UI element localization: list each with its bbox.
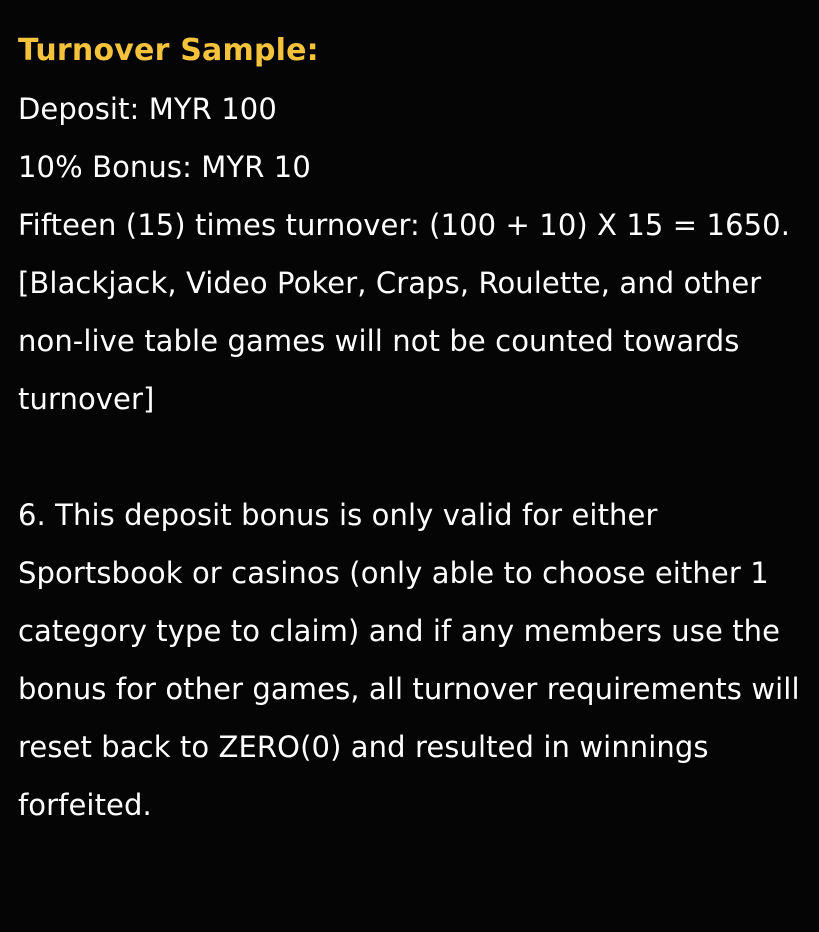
bonus-line: 10% Bonus: MYR 10 [18,150,311,184]
excluded-games-line: [Blackjack, Video Poker, Craps, Roulette, and other non-live table games will not be counted towards turnover] [18,266,762,416]
paragraph-spacer [18,428,803,486]
section-heading: Turnover Sample: [18,33,319,68]
turnover-calculation-line: Fifteen (15) times turnover: (100 + 10) X 15 = 1650. [18,208,791,242]
deposit-line: Deposit: MYR 100 [18,92,277,126]
clause-6-paragraph: 6. This deposit bonus is only valid for either Sportsbook or casinos (only able to choose either 1 category type to claim) and if any members use the bonus for other games, all turnover requirements will reset back to ZERO(0) and resulted in winnings forfeited. [18,498,800,822]
